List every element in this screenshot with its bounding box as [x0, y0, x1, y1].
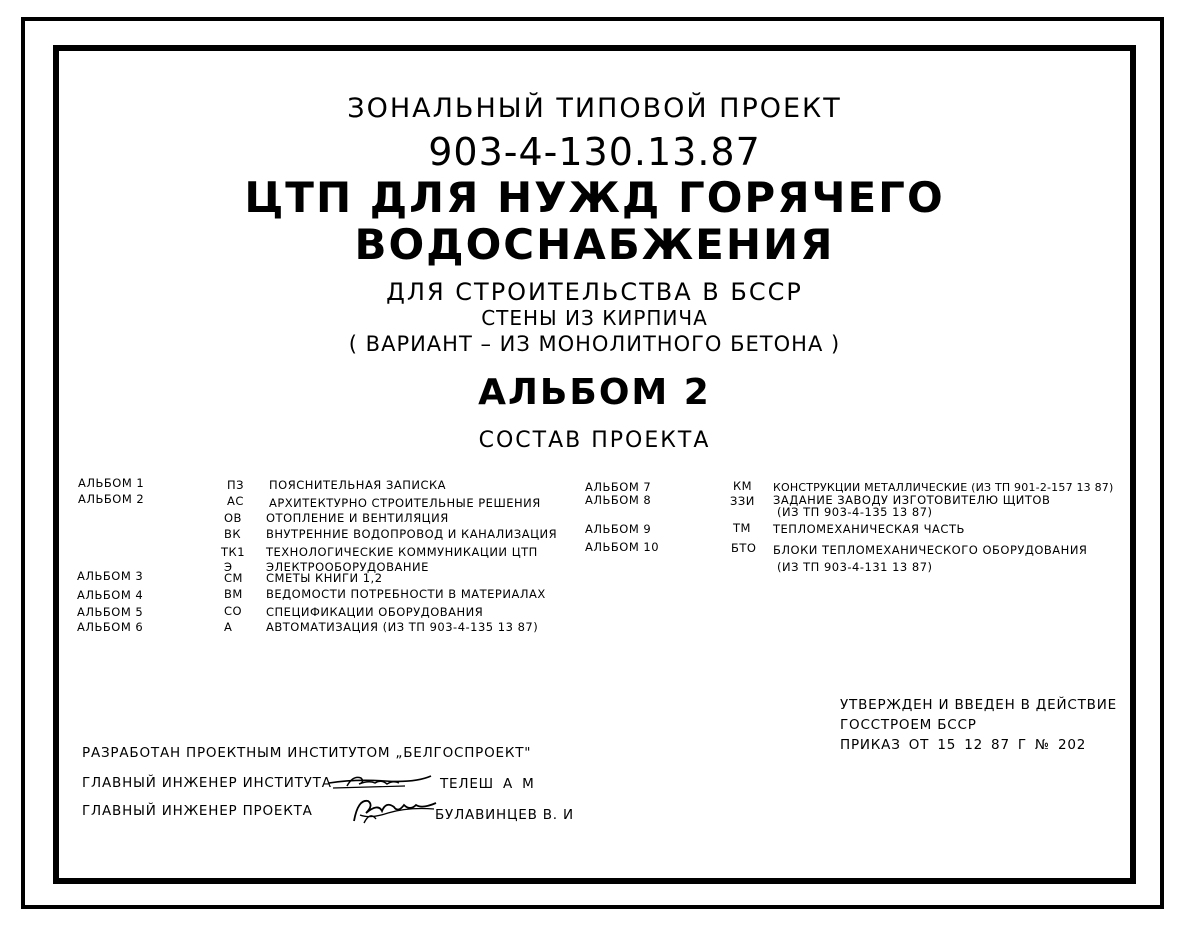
signature-2	[348, 793, 440, 827]
left-desc-3: ОТОПЛЕНИЕ И ВЕНТИЛЯЦИЯ	[266, 511, 449, 525]
right-album-7: АЛЬБОМ 7	[585, 480, 652, 494]
project-type: ЗОНАЛЬНЫЙ ТИПОВОЙ ПРОЕКТ	[347, 93, 842, 124]
left-code-3: ОВ	[224, 511, 242, 525]
left-code-10: А	[224, 620, 233, 634]
left-album-4: АЛЬБОМ 4	[77, 588, 144, 602]
left-desc-6: ЭЛЕКТРООБОРУДОВАНИЕ	[266, 560, 429, 574]
subtitle-3: ( ВАРИАНТ – ИЗ МОНОЛИТНОГО БЕТОНА )	[348, 332, 841, 356]
left-desc-7: СМЕТЫ КНИГИ 1,2	[266, 571, 383, 585]
right-code-9: ТМ	[733, 521, 751, 535]
left-code-4: ВК	[224, 527, 242, 541]
left-desc-5: ТЕХНОЛОГИЧЕСКИЕ КОММУНИКАЦИИ ЦТП	[266, 545, 538, 559]
right-desc-9: ТЕПЛОМЕХАНИЧЕСКАЯ ЧАСТЬ	[773, 522, 965, 536]
right-code-7: КМ	[733, 479, 753, 493]
chief-institute-name: ТЕЛЕШ А М	[440, 776, 535, 792]
left-code-1: ПЗ	[227, 478, 245, 492]
approval-line-2: ГОССТРОЕМ БССР	[840, 717, 977, 733]
left-desc-9: СПЕЦИФИКАЦИИ ОБОРУДОВАНИЯ	[266, 605, 484, 619]
left-code-5: ТК1	[221, 545, 246, 559]
right-desc-8: ЗАДАНИЕ ЗАВОДУ ИЗГОТОВИТЕЛЮ ЩИТОВ	[773, 493, 1051, 507]
right-album-9: АЛЬБОМ 9	[585, 522, 652, 536]
left-desc-4: ВНУТРЕННИЕ ВОДОПРОВОД И КАНАЛИЗАЦИЯ	[266, 527, 558, 541]
left-album-1: АЛЬБОМ 1	[78, 476, 145, 490]
approval-line-3: ПРИКАЗ ОТ 15 12 87 Г № 202	[840, 737, 1087, 753]
left-album-2: АЛЬБОМ 2	[78, 492, 145, 506]
chief-project-label: ГЛАВНЫЙ ИНЖЕНЕР ПРОЕКТА	[82, 803, 313, 819]
subtitle-2: СТЕНЫ ИЗ КИРПИЧА	[481, 306, 708, 330]
left-code-2: АС	[227, 494, 244, 508]
chief-institute-label: ГЛАВНЫЙ ИНЖЕНЕР ИНСТИТУТА	[82, 775, 332, 791]
title-line-2: ВОДОСНАБЖЕНИЯ	[354, 220, 835, 269]
signature-1	[325, 770, 435, 792]
left-code-6: Э	[224, 560, 233, 574]
title-line-1: ЦТП ДЛЯ НУЖД ГОРЯЧЕГО	[244, 173, 945, 222]
subtitle-1: ДЛЯ СТРОИТЕЛЬСТВА В БССР	[386, 278, 803, 306]
left-album-6: АЛЬБОМ 6	[77, 620, 144, 634]
left-code-9: СО	[224, 604, 243, 618]
left-code-7: СМ	[224, 571, 243, 585]
right-desc-10-sub: (ИЗ ТП 903-4-131 13 87)	[777, 560, 933, 574]
right-code-8: ЗЗИ	[730, 494, 755, 508]
left-desc-2: АРХИТЕКТУРНО СТРОИТЕЛЬНЫЕ РЕШЕНИЯ	[269, 496, 541, 510]
left-desc-1: ПОЯСНИТЕЛЬНАЯ ЗАПИСКА	[269, 478, 447, 492]
project-number: 903-4-130.13.87	[428, 130, 761, 174]
album-title: АЛЬБОМ 2	[478, 372, 711, 413]
right-code-10: БТО	[731, 541, 757, 555]
composition-heading: СОСТАВ ПРОЕКТА	[478, 428, 711, 453]
left-album-5: АЛЬБОМ 5	[77, 605, 144, 619]
right-desc-7: КОНСТРУКЦИИ МЕТАЛЛИЧЕСКИЕ (ИЗ ТП 901-2-157 13 87)	[773, 481, 1114, 494]
left-album-3: АЛЬБОМ 3	[77, 569, 144, 583]
right-desc-8-sub: (ИЗ ТП 903-4-135 13 87)	[777, 505, 933, 519]
right-desc-10: БЛОКИ ТЕПЛОМЕХАНИЧЕСКОГО ОБОРУДОВАНИЯ	[773, 543, 1088, 557]
approval-line-1: УТВЕРЖДЕН И ВВЕДЕН В ДЕЙСТВИЕ	[840, 697, 1117, 713]
left-desc-8: ВЕДОМОСТИ ПОТРЕБНОСТИ В МАТЕРИАЛАХ	[266, 587, 546, 601]
right-album-8: АЛЬБОМ 8	[585, 493, 652, 507]
developer-institute: РАЗРАБОТАН ПРОЕКТНЫМ ИНСТИТУТОМ „БЕЛГОСПРОЕКТ"	[82, 745, 532, 761]
left-code-8: ВМ	[224, 587, 243, 601]
chief-project-name: БУЛАВИНЦЕВ В. И	[435, 807, 574, 823]
right-album-10: АЛЬБОМ 10	[585, 540, 660, 554]
left-desc-10: АВТОМАТИЗАЦИЯ (ИЗ ТП 903-4-135 13 87)	[266, 620, 539, 634]
